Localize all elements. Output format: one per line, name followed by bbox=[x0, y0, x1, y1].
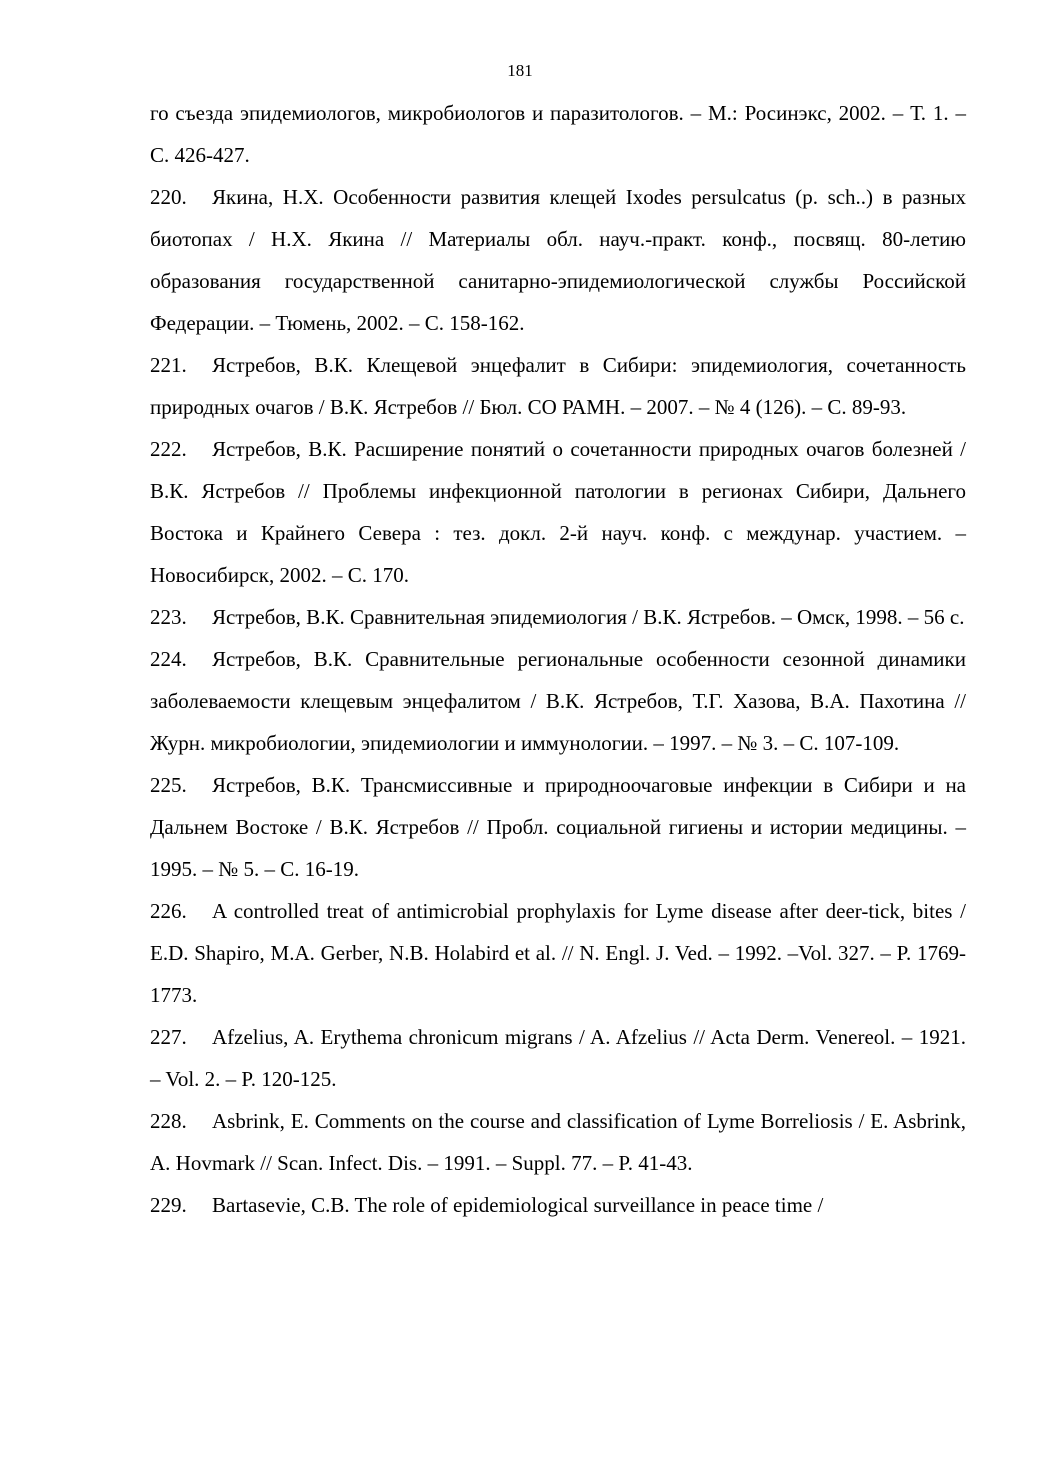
reference-item-226 bbox=[150, 890, 966, 1016]
reference-item-228 bbox=[150, 1100, 966, 1184]
reference-text: Ястребов, В.К. Сравнительная эпидемиология / В.К. Ястребов. – Омск, 1998. – 56 с. bbox=[212, 605, 965, 629]
page-number: 181 bbox=[507, 61, 533, 80]
reference-number: 220. bbox=[150, 185, 187, 209]
reference-continuation: го съезда эпидемиологов, микробиологов и паразитологов. – М.: Росинэкс, 2002. – Т. 1. – С. 426-427. bbox=[150, 101, 966, 167]
reference-number: 227. bbox=[150, 1025, 187, 1049]
reference-item-221 bbox=[150, 344, 966, 428]
reference-item-222 bbox=[150, 428, 966, 596]
reference-text: Ястребов, В.К. Сравнительные региональные особенности сезонной динамики заболеваемости клещевым энцефалитом / В.К. Ястребов, Т.Г. Хазова, В.А. Пахотина // Журн. микробиологии, эпидемиологии и иммунологии. – 1997. – № 3. – С. 107-109. bbox=[150, 647, 966, 755]
reference-text: Ястребов, В.К. Расширение понятий о сочетанности природных очагов болезней / В.К. Ястребов // Проблемы инфекционной патологии в регионах Сибири, Дальнего Востока и Крайнего Севера : тез. докл. 2-й науч. конф. с междунар. участием. – Новосибирск, 2002. – С. 170. bbox=[150, 437, 966, 587]
reference-text: Afzelius, A. Erythema chronicum migrans / A. Afzelius // Acta Derm. Venereol. – 1921. – Vol. 2. – P. 120-125. bbox=[150, 1025, 966, 1091]
reference-number: 229. bbox=[150, 1193, 187, 1217]
reference-text: Ястребов, В.К. Клещевой энцефалит в Сибири: эпидемиология, сочетанность природных очагов / В.К. Ястребов // Бюл. СО РАМН. – 2007. – № 4 (126). – С. 89-93. bbox=[150, 353, 966, 419]
reference-item-227 bbox=[150, 1016, 966, 1100]
reference-item-229 bbox=[150, 1184, 966, 1226]
reference-text: Якина, Н.Х. Особенности развития клещей Ixodes persulcatus (p. sch..) в разных биотопах / Н.Х. Якина // Материалы обл. науч.-практ. конф., посвящ. 80-летию образования государственной санитарно-эпидемиологической службы Российской Федерации. – Тюмень, 2002. – С. 158-162. bbox=[150, 185, 966, 335]
reference-item-225 bbox=[150, 764, 966, 890]
reference-number: 225. bbox=[150, 773, 187, 797]
reference-text: A controlled treat of antimicrobial prophylaxis for Lyme disease after deer-tick, bites / E.D. Shapiro, M.A. Gerber, N.B. Holabird et al. // N. Engl. J. Ved. – 1992. –Vol. 327. – P. 1769-1773. bbox=[150, 899, 966, 1007]
reference-number: 226. bbox=[150, 899, 187, 923]
reference-text: Asbrink, E. Comments on the course and classification of Lyme Borreliosis / E. Asbrink, A. Hovmark // Scan. Infect. Dis. – 1991. – Suppl. 77. – P. 41-43. bbox=[150, 1109, 966, 1175]
reference-number: 228. bbox=[150, 1109, 187, 1133]
reference-text: Ястребов, В.К. Трансмиссивные и природноочаговые инфекции в Сибири и на Дальнем Востоке / В.К. Ястребов // Пробл. социальной гигиены и истории медицины. – 1995. – № 5. – С. 16-19. bbox=[150, 773, 966, 881]
reference-number: 222. bbox=[150, 437, 187, 461]
reference-item-220 bbox=[150, 176, 966, 344]
reference-number: 223. bbox=[150, 605, 187, 629]
reference-text: Bartasevie, C.B. The role of epidemiological surveillance in peace time / bbox=[212, 1193, 824, 1217]
reference-item-223 bbox=[150, 596, 966, 638]
reference-item-224 bbox=[150, 638, 966, 764]
reference-number: 221. bbox=[150, 353, 187, 377]
reference-list bbox=[150, 92, 966, 1226]
reference-number: 224. bbox=[150, 647, 187, 671]
